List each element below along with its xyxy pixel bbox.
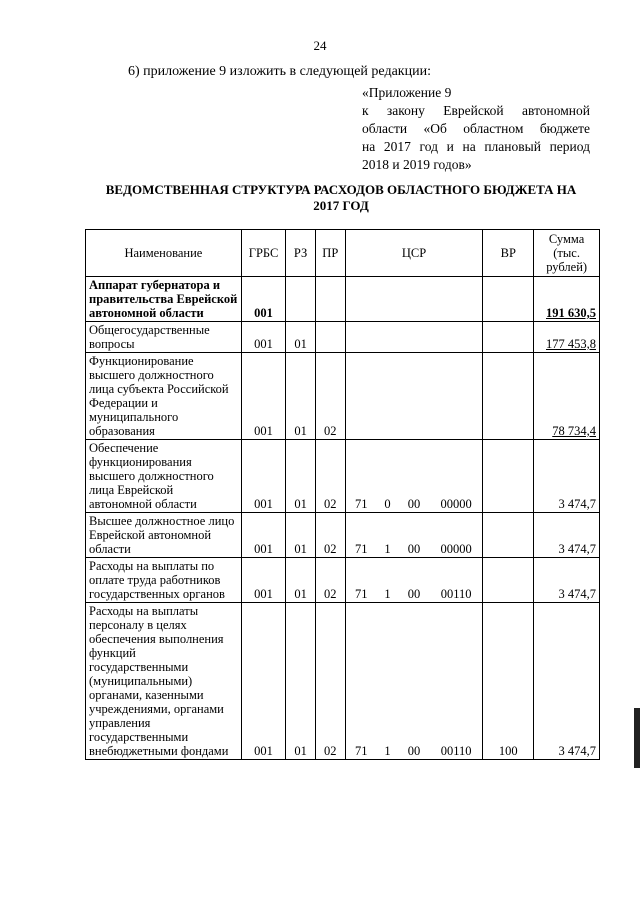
cell-sum: 3 474,7 <box>534 440 600 513</box>
header-name: Наименование <box>86 230 242 277</box>
cell-c1: 71 <box>345 513 377 558</box>
appendix-line-3: области «Об областном бюджете <box>362 121 590 136</box>
cell-c1 <box>345 322 377 353</box>
cell-rz: 01 <box>286 513 316 558</box>
cell-c1 <box>345 353 377 440</box>
header-pr: ПР <box>315 230 345 277</box>
cell-c1 <box>345 277 377 322</box>
cell-vr: 100 <box>483 603 534 760</box>
cell-grbs: 001 <box>241 277 286 322</box>
cell-pr <box>315 322 345 353</box>
cell-c3 <box>398 322 430 353</box>
budget-table <box>85 229 600 760</box>
cell-pr: 02 <box>315 353 345 440</box>
cell-sum: 78 734,4 <box>534 353 600 440</box>
cell-c4 <box>430 353 483 440</box>
header-grbs: ГРБС <box>241 230 286 277</box>
cell-c4 <box>430 322 483 353</box>
cell-pr: 02 <box>315 558 345 603</box>
cell-grbs: 001 <box>241 353 286 440</box>
cell-vr <box>483 513 534 558</box>
cell-sum: 3 474,7 <box>534 603 600 760</box>
scan-edge-mark <box>634 708 640 768</box>
cell-grbs: 001 <box>241 322 286 353</box>
cell-sum: 191 630,5 <box>534 277 600 322</box>
cell-c2 <box>377 322 398 353</box>
cell-name: Функционирование высшего должностного лица субъекта Российской Федерации и муниципального образования <box>86 353 242 440</box>
cell-rz: 01 <box>286 603 316 760</box>
appendix-line-5: 2018 и 2019 годов» <box>362 157 472 172</box>
cell-rz: 01 <box>286 440 316 513</box>
cell-pr: 02 <box>315 440 345 513</box>
cell-c4 <box>430 277 483 322</box>
cell-vr <box>483 558 534 603</box>
cell-vr <box>483 353 534 440</box>
table-row <box>86 440 600 513</box>
cell-name: Расходы на выплаты персоналу в целях обеспечения выполнения функций государственными (муниципальными) органами, казенными учреждениями, органами управления государственными внебюджетными фондами <box>86 603 242 760</box>
cell-c3 <box>398 353 430 440</box>
table-row <box>86 353 600 440</box>
cell-c2 <box>377 353 398 440</box>
cell-c2: 1 <box>377 603 398 760</box>
cell-vr <box>483 322 534 353</box>
cell-name: Аппарат губернатора и правительства Еврейской автономной области <box>86 277 242 322</box>
cell-grbs: 001 <box>241 513 286 558</box>
cell-grbs: 001 <box>241 603 286 760</box>
cell-c3: 00 <box>398 440 430 513</box>
cell-sum: 177 453,8 <box>534 322 600 353</box>
cell-c1: 71 <box>345 440 377 513</box>
cell-c4: 00110 <box>430 558 483 603</box>
document-title-line-2: 2017 ГОД <box>313 198 369 213</box>
table-row <box>86 277 600 322</box>
cell-sum: 3 474,7 <box>534 558 600 603</box>
cell-c4: 00000 <box>430 440 483 513</box>
cell-c3: 00 <box>398 603 430 760</box>
cell-c3 <box>398 277 430 322</box>
table-row <box>86 558 600 603</box>
cell-name: Расходы на выплаты по оплате труда работников государственных органов <box>86 558 242 603</box>
cell-c2: 1 <box>377 558 398 603</box>
cell-c4: 00000 <box>430 513 483 558</box>
cell-pr: 02 <box>315 603 345 760</box>
cell-c2 <box>377 277 398 322</box>
table-row <box>86 322 600 353</box>
cell-vr <box>483 440 534 513</box>
cell-c4: 00110 <box>430 603 483 760</box>
table-row <box>86 603 600 760</box>
cell-c3: 00 <box>398 558 430 603</box>
cell-c2: 1 <box>377 513 398 558</box>
document-title-line-1: ВЕДОМСТВЕННАЯ СТРУКТУРА РАСХОДОВ ОБЛАСТНОГО БЮДЖЕТА НА <box>105 182 577 197</box>
cell-pr: 02 <box>315 513 345 558</box>
header-sum: Сумма (тыс. рублей) <box>534 230 600 277</box>
document-title <box>86 182 596 214</box>
cell-rz: 01 <box>286 353 316 440</box>
header-rz: РЗ <box>286 230 316 277</box>
appendix-line-4: на 2017 год и на плановый период <box>362 139 590 154</box>
table-row <box>86 513 600 558</box>
cell-vr <box>483 277 534 322</box>
cell-rz: 01 <box>286 558 316 603</box>
cell-c1: 71 <box>345 558 377 603</box>
table-header-row <box>86 230 600 277</box>
cell-grbs: 001 <box>241 440 286 513</box>
cell-rz <box>286 277 316 322</box>
cell-name: Высшее должностное лицо Еврейской автономной области <box>86 513 242 558</box>
cell-c3: 00 <box>398 513 430 558</box>
cell-c2: 0 <box>377 440 398 513</box>
appendix-line-1: «Приложение 9 <box>362 85 452 100</box>
cell-rz: 01 <box>286 322 316 353</box>
appendix-line-2: к закону Еврейской автономной <box>362 103 590 118</box>
cell-name: Общегосударственные вопросы <box>86 322 242 353</box>
cell-grbs: 001 <box>241 558 286 603</box>
appendix-header <box>362 84 590 174</box>
page-number: 24 <box>313 38 327 53</box>
cell-pr <box>315 277 345 322</box>
header-vr: ВР <box>483 230 534 277</box>
cell-c1: 71 <box>345 603 377 760</box>
cell-sum: 3 474,7 <box>534 513 600 558</box>
header-csr: ЦСР <box>345 230 483 277</box>
cell-name: Обеспечение функционирования высшего должностного лица Еврейской автономной области <box>86 440 242 513</box>
amendment-instruction: 6) приложение 9 изложить в следующей редакции: <box>128 64 431 79</box>
